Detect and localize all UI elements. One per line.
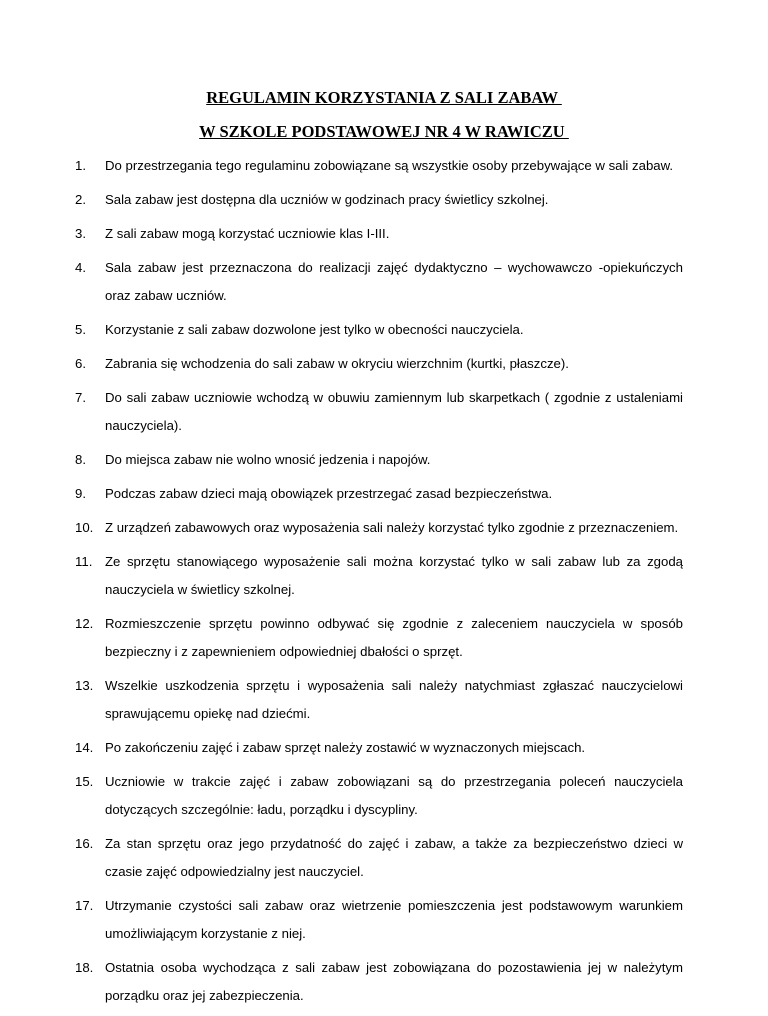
rule-number: 14. [75, 740, 94, 755]
rule-text: Do przestrzegania tego regulaminu zobowiązane są wszystkie osoby przebywające w sali zabaw. [105, 158, 674, 173]
rule-number: 10. [75, 520, 94, 535]
rule-text: Do miejsca zabaw nie wolno wnosić jedzenia i napojów. [105, 452, 431, 467]
rule-item [0, 548, 683, 604]
rule-number: 11. [75, 554, 93, 569]
rule-number: 9. [75, 486, 86, 501]
rule-number: 4. [75, 260, 86, 275]
rule-text: Uczniowie w trakcie zajęć i zabaw zobowiązani są do przestrzegania poleceń nauczyciela dotyczących szczególnie: ładu, porządku i dyscypliny. [105, 774, 683, 817]
rule-item [0, 514, 683, 542]
rule-number: 12. [75, 616, 94, 631]
rule-text: Sala zabaw jest dostępna dla uczniów w godzinach pracy świetlicy szkolnej. [105, 192, 549, 207]
rule-text: Sala zabaw jest przeznaczona do realizacji zajęć dydaktyczno – wychowawczo -opiekuńczych oraz zabaw uczniów. [105, 260, 683, 303]
rule-text: Podczas zabaw dzieci mają obowiązek przestrzegać zasad bezpieczeństwa. [105, 486, 553, 501]
rule-number: 13. [75, 678, 94, 693]
rule-item [0, 186, 683, 214]
rule-number: 5. [75, 322, 86, 337]
rule-text: Z sali zabaw mogą korzystać uczniowie klas I-III. [105, 226, 390, 241]
rule-number: 16. [75, 836, 94, 851]
rule-item [0, 220, 683, 248]
rule-item [0, 892, 683, 948]
rule-number: 8. [75, 452, 86, 467]
rule-number: 3. [75, 226, 86, 241]
rule-item [0, 734, 683, 762]
rule-text: Zabrania się wchodzenia do sali zabaw w okryciu wierzchnim (kurtki, płaszcze). [105, 356, 569, 371]
rule-number: 7. [75, 390, 86, 405]
rule-text: Po zakończeniu zajęć i zabaw sprzęt należy zostawić w wyznaczonych miejscach. [105, 740, 586, 755]
rule-text: Utrzymanie czystości sali zabaw oraz wietrzenie pomieszczenia jest podstawowym warunkiem umożliwiającym korzystanie z niej. [105, 898, 683, 941]
rule-text: Rozmieszczenie sprzętu powinno odbywać się zgodnie z zaleceniem nauczyciela w sposób bezpieczny i z zapewnieniem odpowiedniej dbałości o sprzęt. [105, 616, 683, 659]
rule-item [0, 384, 683, 440]
rule-item [0, 152, 683, 180]
rule-item [0, 610, 683, 666]
rule-number: 6. [75, 356, 86, 371]
rule-item [0, 446, 683, 474]
document-title-line-2: W SZKOLE PODSTAWOWEJ NR 4 W RAWICZU [199, 122, 569, 141]
rule-number: 2. [75, 192, 86, 207]
document-title-line-1: REGULAMIN KORZYSTANIA Z SALI ZABAW [206, 88, 562, 107]
rule-text: Ze sprzętu stanowiącego wyposażenie sali można korzystać tylko w sali zabaw lub za zgodą nauczyciela w świetlicy szkolnej. [105, 554, 683, 597]
rule-item [0, 768, 683, 824]
rule-item [0, 954, 683, 1010]
rule-text: Do sali zabaw uczniowie wchodzą w obuwiu zamiennym lub skarpetkach ( zgodnie z ustaleniami nauczyciela). [105, 390, 683, 433]
rule-number: 1. [75, 158, 86, 173]
rule-item [0, 672, 683, 728]
rule-text: Wszelkie uszkodzenia sprzętu i wyposażenia sali należy natychmiast zgłaszać nauczycielowi sprawującemu opiekę nad dziećmi. [105, 678, 683, 721]
rule-item [0, 480, 683, 508]
rule-item [0, 830, 683, 886]
rule-item [0, 316, 683, 344]
rule-item [0, 254, 683, 310]
rule-item [0, 350, 683, 378]
rule-number: 15. [75, 774, 94, 789]
rule-number: 18. [75, 960, 94, 975]
rule-number: 17. [75, 898, 94, 913]
rule-text: Ostatnia osoba wychodząca z sali zabaw jest zobowiązana do pozostawienia jej w należytym porządku oraz jej zabezpieczenia. [105, 960, 683, 1003]
rule-text: Z urządzeń zabawowych oraz wyposażenia sali należy korzystać tylko zgodnie z przeznaczeniem. [105, 520, 679, 535]
rule-text: Korzystanie z sali zabaw dozwolone jest tylko w obecności nauczyciela. [105, 322, 524, 337]
rule-text: Za stan sprzętu oraz jego przydatność do zajęć i zabaw, a także za bezpieczeństwo dzieci w czasie zajęć odpowiedzialny jest nauczyciel. [105, 836, 683, 879]
rules-list [0, 152, 768, 1016]
